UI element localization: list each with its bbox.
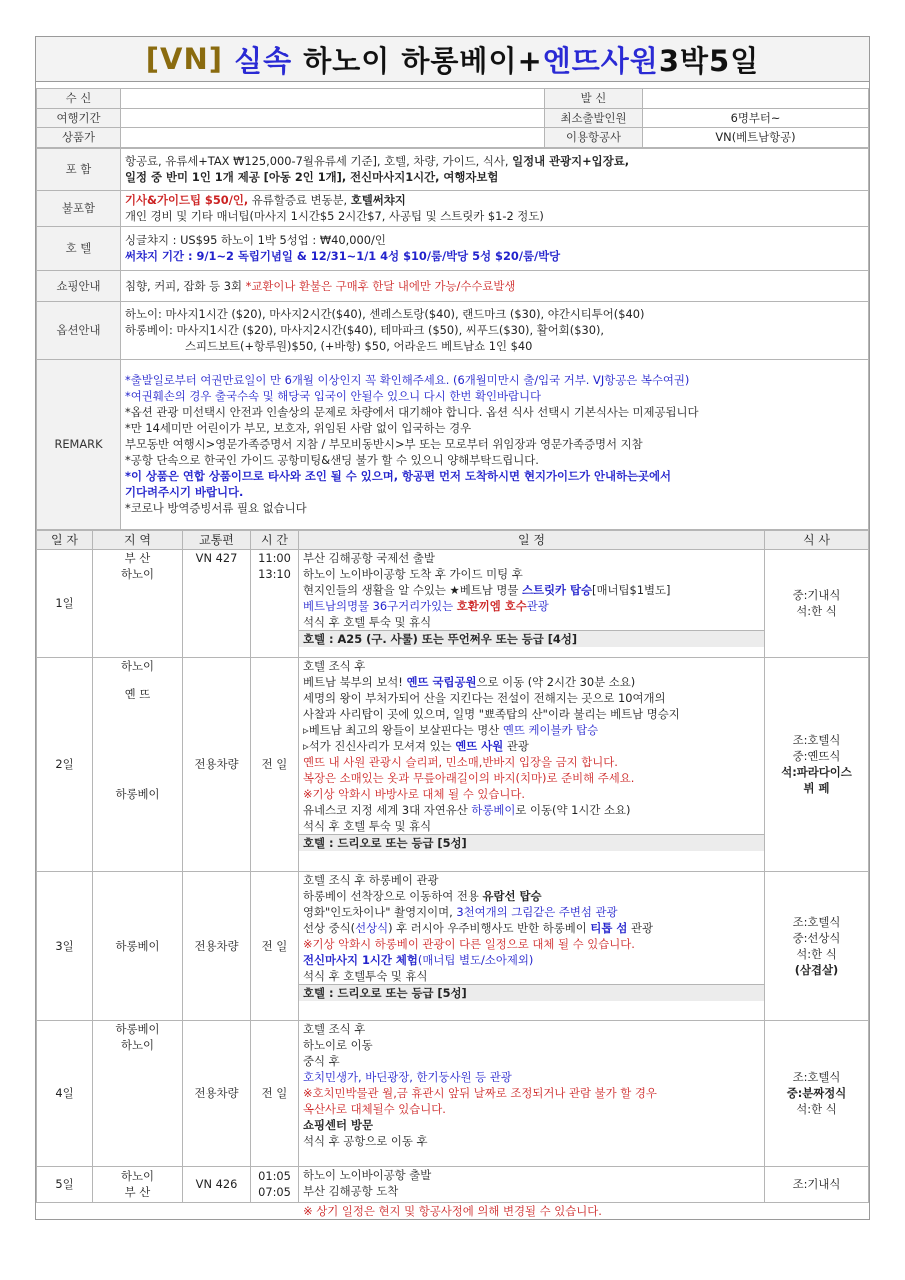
day3-meal-lunch: 중:선상식 [792, 930, 841, 945]
day5-item1: 하노이 노이바이공항 출발 [303, 1167, 432, 1182]
day3-time: 전 일 [251, 871, 299, 1020]
schedule-day3 [37, 871, 869, 1020]
day2-item3: 세명의 왕이 부처가되어 산을 지킨다는 전설이 전해지는 곳으로 10여개의 [303, 690, 666, 705]
day1-meal-lunch: 중:기내식 [792, 588, 841, 602]
day2-time: 전 일 [251, 657, 299, 871]
day2-itinerary [299, 657, 765, 871]
day2-region1: 하노이 [120, 658, 154, 673]
day4-shopping: 쇼핑센터 방문 [303, 1117, 373, 1132]
remark-line7: *이 상품은 연합 상품이므로 타사와 조인 될 수 있으며, 항공편 먼저 도착하시면 현지가이드가 안내하는곳에서 [125, 469, 671, 483]
day4-meals [765, 1020, 869, 1166]
title-main: 하노이 하롱베이+ [303, 43, 543, 78]
day3-item1: 호텔 조식 후 하롱베이 관광 [303, 872, 439, 887]
remark-line1: *출발일로부터 여권만료일이 만 6개월 이상인지 꼭 확인해주세요. (6개월미만시 출/입국 거부. VJ항공은 복수여권) [125, 373, 690, 387]
day1-streetcar: 스트릿카 탑승 [522, 582, 592, 597]
day2-region [93, 657, 183, 871]
col-transport: 교통편 [183, 530, 251, 549]
day2-item2: 베트남 북부의 보석! [303, 674, 407, 689]
remark-line6: *공항 단속으로 한국인 가이드 공항미팅&샌딩 불가 할 수 있으니 양해부탁드립니다. [125, 453, 539, 467]
day4-item1: 호텔 조식 후 [303, 1021, 366, 1036]
day5-region2: 부 산 [124, 1185, 151, 1199]
itinerary-document [35, 36, 870, 1220]
day2-meal-dinner: 석:파라다이스 [781, 765, 852, 779]
exclude-fuel: 유류할증료 변동분, [248, 193, 351, 207]
day2-transfer: 으로 이동 (약 2시간 30분 소요) [476, 674, 636, 689]
day2-item4: 사찰과 사리탑이 곳에 있으며, 일명 "뾰족탑의 산"이라 불리는 베트남 명승지 [303, 706, 680, 721]
airline-value: VN(베트남항공) [643, 127, 869, 147]
to-value[interactable] [121, 89, 545, 108]
day1-item2: 하노이 노이바이공항 도착 후 가이드 미팅 후 [303, 566, 523, 581]
day3-boat-lunch: 선상식 [355, 920, 389, 935]
title-highlight: 엔뜨사원 [542, 43, 659, 78]
day4-item8: 석식 후 공항으로 이동 후 [303, 1133, 428, 1148]
day3-meals [765, 871, 869, 1020]
day1-lake: 호환끼엠 호수 [456, 598, 527, 613]
schedule-day1 [37, 549, 869, 657]
day2-item6: ▹석가 진신사리가 모셔져 있는 [303, 738, 456, 753]
day2-cablecar: 옌뜨 케이블카 탑승 [502, 722, 599, 737]
day1-item3: 현지인들의 생활을 알 수있는 ★베트남 명물 [303, 582, 522, 597]
remark-line9: *코로나 방역증빙서류 필요 없습니다 [125, 501, 307, 515]
day4-itinerary [299, 1020, 765, 1166]
period-value[interactable] [121, 108, 545, 127]
day3-item7: 석식 후 호텔투숙 및 휴식 [303, 968, 428, 983]
day3-meal-dinner: 석:한 식 [796, 946, 837, 961]
day5-time2: 07:05 [258, 1185, 291, 1199]
day3-item3: 영화"인도차이나" 촬영지이며, [303, 904, 457, 919]
remark-text [121, 359, 869, 529]
day2-region2: 옌 뜨 [124, 686, 151, 701]
day3-massage: 전신마사지 1시간 체험 [303, 952, 418, 967]
col-itinerary: 일 정 [299, 530, 765, 549]
remark-line8: 기다려주시기 바랍니다. [125, 485, 244, 499]
day4-meal-lunch: 중:분짜정식 [786, 1086, 847, 1100]
day2-item11: 석식 후 호텔 투숙 및 휴식 [303, 818, 432, 833]
day4-museum-note: ※호치민박물관 월,금 휴관시 앞뒤 날짜로 조정되거나 관람 불가 할 경우 [303, 1085, 657, 1100]
from-label: 발 신 [545, 89, 643, 108]
day2-hotel: 호텔 : 드리오로 또는 등급 [5성] [299, 834, 764, 851]
detail-table [36, 148, 869, 530]
day5-item2: 부산 김해공항 도착 [303, 1183, 399, 1198]
day3-weather-note: ※기상 악화시 하롱베이 관광이 다른 일정으로 대체 될 수 있습니다. [303, 936, 635, 951]
include-line1-bold: 일정내 관광지+입장료, [512, 154, 630, 168]
day1-tour: 관광 [526, 598, 549, 613]
day1-tip: [매너팁$1별도] [592, 582, 671, 597]
schedule-day4 [37, 1020, 869, 1166]
hotel-line1: 싱글챠지 : US$95 하노이 1박 5성업 : ₩40,000/인 [125, 233, 386, 247]
exclude-text [121, 190, 869, 226]
shopping-note: *교환이나 환불은 구매후 한달 내에만 가능/수수료발생 [245, 278, 516, 293]
day4-item4: 호치민생가, 바딘광장, 한기둥사원 등 관광 [303, 1069, 512, 1084]
day1-time2: 13:10 [258, 566, 291, 581]
title-duration: 3박5일 [658, 43, 760, 78]
info-table [36, 89, 869, 148]
day4-region [93, 1020, 183, 1166]
col-day: 일 자 [37, 530, 93, 549]
remark-line5: 부모동반 여행시>영문가족증명서 지참 / 부모비동반시>부 또는 모로부터 위임장과 영문가족증명서 지참 [125, 437, 643, 451]
day5-time1: 01:05 [258, 1169, 291, 1183]
day1-itinerary [299, 549, 765, 657]
day3-massage-note: (매너팁 별도/소아제외) [417, 952, 534, 967]
day4-museum-note2: 옥산사로 대체될수 있습니다. [303, 1101, 446, 1116]
remark-label: REMARK [37, 359, 121, 529]
day5-label: 5일 [37, 1166, 93, 1202]
shopping-items: 침향, 커피, 잡화 등 3회 [125, 278, 246, 293]
hotel-line2: 써챠지 기간 : 9/1~2 독립기념일 & 12/31~1/1 4성 $10/룸/박당 5성 $20/룸/박당 [125, 249, 561, 263]
day2-transport: 전용차량 [183, 657, 251, 871]
day3-region: 하롱베이 [93, 871, 183, 1020]
options-line1: 하노이: 마사지1시간 ($20), 마사지2시간($40), 센레스토랑($40), 랜드마크 ($30), 야간시티투어($40) [125, 307, 645, 321]
schedule-table [36, 530, 869, 1203]
options-line2: 하롱베이: 마사지1시간 ($20), 마사지2시간($40), 테마파크 ($50), 씨푸드($30), 활어회($30), [125, 323, 605, 337]
day1-time [251, 549, 299, 657]
schedule-day2 [37, 657, 869, 871]
col-region: 지 역 [93, 530, 183, 549]
hotel-text [121, 226, 869, 270]
day4-time: 전 일 [251, 1020, 299, 1166]
day4-item3: 중식 후 [303, 1053, 340, 1068]
day3-transport: 전용차량 [183, 871, 251, 1020]
from-value[interactable] [643, 89, 869, 108]
day2-meal-dinner2: 뷔 페 [803, 781, 830, 795]
day2-region3: 하롱베이 [115, 786, 160, 801]
day2-label: 2일 [37, 657, 93, 871]
day2-meal-breakfast: 조:호텔식 [792, 733, 841, 747]
day2-dresscode1: 옌뜨 내 사원 관광시 슬리퍼, 민소매,반바지 입장을 금지 합니다. [303, 754, 618, 769]
options-label: 옵션안내 [37, 301, 121, 359]
day5-region1: 하노이 [120, 1169, 154, 1183]
day3-item2: 하롱베이 선착장으로 이동하여 전용 [303, 888, 483, 903]
day3-meal-dinner2: (삼겹살) [794, 962, 839, 977]
day3-hotel: 호텔 : 드리오로 또는 등급 [5성] [299, 984, 764, 1001]
day2-tour: 관광 [503, 738, 529, 753]
day5-meals: 조:기내식 [765, 1166, 869, 1202]
title-tag: 실속 [234, 43, 293, 78]
col-time: 시 간 [251, 530, 299, 549]
day3-item4b: ) 후 러시아 우주비행사도 반한 하롱베이 [388, 920, 591, 935]
day5-time [251, 1166, 299, 1202]
day3-islands: 3천여개의 그림같은 주변섬 관광 [456, 904, 618, 919]
page-title [36, 37, 869, 82]
day4-meal-dinner: 석:한 식 [796, 1102, 837, 1116]
day1-label: 1일 [37, 549, 93, 657]
day2-park: 옌뜨 국립공원 [406, 674, 477, 689]
day4-meal-breakfast: 조:호텔식 [792, 1070, 841, 1084]
include-line1: 항공료, 유류세+TAX ₩125,000-7월유류세 기준], 호텔, 차량, 가이드, 식사, [125, 154, 513, 168]
footer-note: ※ 상기 일정은 현지 및 항공사정에 의해 변경될 수 있습니다. [303, 1203, 602, 1218]
price-value[interactable] [121, 127, 545, 147]
day3-meal-breakfast: 조:호텔식 [792, 914, 841, 929]
exclude-line2: 개인 경비 및 기타 매너팁(마사지 1시간$5 2시간$7, 사공팁 및 스트릿카 $1-2 정도) [125, 209, 544, 223]
period-label: 여행기간 [37, 108, 121, 127]
include-line2: 일정 중 반미 1인 1개 제공 [아동 2인 1개], 전신마사지1시간, 여행자보험 [125, 170, 499, 184]
day1-hotel: 호텔 : A25 (구. 사룰) 또는 뚜언쩌우 또는 등급 [4성] [299, 630, 764, 647]
day2-halong: 하롱베이 [471, 802, 516, 817]
day3-itinerary [299, 871, 765, 1020]
day3-cruise: 유람선 탑승 [482, 888, 542, 903]
day3-label: 3일 [37, 871, 93, 1020]
day3-item4c: 관광 [627, 920, 653, 935]
min-people-label: 최소출발인원 [545, 108, 643, 127]
day2-transfer2: 로 이동(약 1시간 소요) [515, 802, 631, 817]
day1-region2: 하노이 [120, 566, 154, 581]
title-spacer [36, 82, 869, 89]
day3-item4: 선상 중식( [303, 920, 356, 935]
day2-item1: 호텔 조식 후 [303, 658, 366, 673]
day5-transport: VN 426 [183, 1166, 251, 1202]
day3-titop: 티톱 섬 [590, 920, 628, 935]
exclude-tip: 기사&가이드팁 $50/인, [125, 193, 249, 207]
day4-label: 4일 [37, 1020, 93, 1166]
day1-transport: VN 427 [183, 549, 251, 657]
day1-meals [765, 549, 869, 657]
remark-line4: *만 14세미만 어린이가 부모, 보호자, 위임된 사람 없이 입국하는 경우 [125, 421, 472, 435]
day1-time1: 11:00 [258, 550, 291, 565]
col-meal: 식 사 [765, 530, 869, 549]
day1-meal-dinner: 석:한 식 [796, 604, 837, 618]
shopping-label: 쇼핑안내 [37, 270, 121, 301]
airline-label: 이용항공사 [545, 127, 643, 147]
day2-item5: ▹베트남 최고의 왕들이 보살핀다는 명산 [303, 722, 503, 737]
day2-meal-lunch: 중:옌뜨식 [792, 749, 841, 763]
day4-region2: 하노이 [120, 1037, 154, 1052]
to-label: 수 신 [37, 89, 121, 108]
options-line3: 스피드보트(+항루원)$50, (+바항) $50, 어라운드 베트남쇼 1인 $40 [185, 339, 533, 353]
day2-dresscode2: 복장은 소매있는 옷과 무릎아래길이의 바지(치마)로 준비해 주세요. [303, 770, 635, 785]
price-label: 상품가 [37, 127, 121, 147]
day1-item5: 석식 후 호텔 투숙 및 휴식 [303, 614, 432, 629]
day1-region [93, 549, 183, 657]
include-text [121, 148, 869, 190]
day4-region1: 하롱베이 [115, 1021, 160, 1036]
exclude-surcharge: 호텔써챠지 [350, 193, 406, 207]
shopping-text [121, 270, 869, 301]
min-people-value: 6명부터~ [643, 108, 869, 127]
day2-item10: 유네스코 지정 세계 3대 자연유산 [303, 802, 472, 817]
remark-line2: *여권훼손의 경우 출국수속 및 해당국 입국이 안될수 있으니 다시 한번 확인바랍니다 [125, 389, 542, 403]
include-label: 포 함 [37, 148, 121, 190]
day2-weather-note: ※기상 악화시 바방사로 대체 될 수 있습니다. [303, 786, 525, 801]
day5-region [93, 1166, 183, 1202]
day2-meals [765, 657, 869, 871]
title-prefix: [VN] [145, 42, 224, 76]
day2-temple: 옌뜨 사원 [455, 738, 504, 753]
day1-item4: 베트남의명물 36구거리가있는 [303, 598, 457, 613]
exclude-label: 불포함 [37, 190, 121, 226]
day1-region1: 부 산 [124, 550, 151, 565]
hotel-label: 호 텔 [37, 226, 121, 270]
day4-transport: 전용차량 [183, 1020, 251, 1166]
day5-itinerary [299, 1166, 765, 1202]
day4-item2: 하노이로 이동 [303, 1037, 373, 1052]
schedule-day5 [37, 1166, 869, 1202]
options-text [121, 301, 869, 359]
remark-line3: *옵션 관광 미선택시 안전과 인솔상의 문제로 차량에서 대기해야 합니다. 옵션 식사 선택시 기본식사는 미제공됩니다 [125, 405, 699, 419]
day1-item1: 부산 김해공항 국제선 출발 [303, 550, 435, 565]
